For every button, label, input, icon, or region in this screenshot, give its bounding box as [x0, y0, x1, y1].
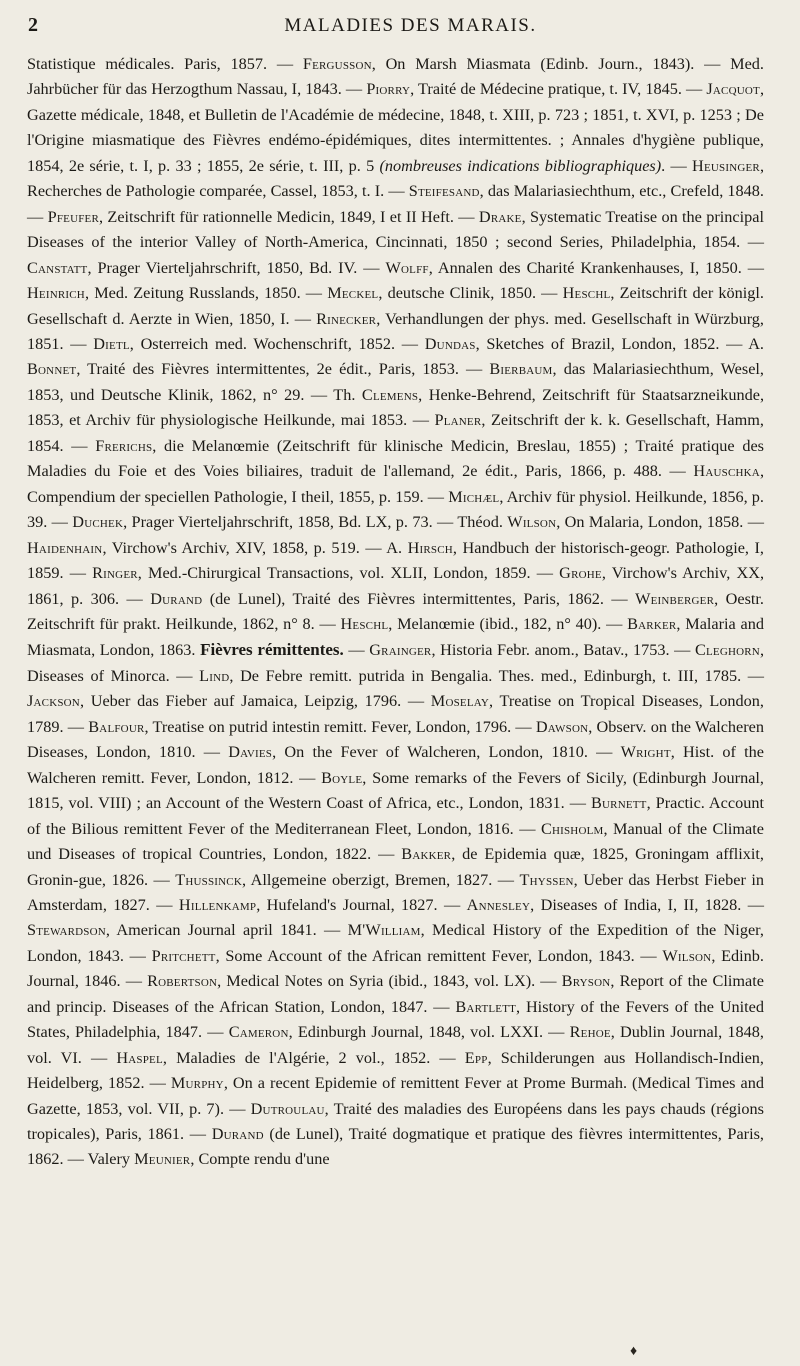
author-name: Grainger: [369, 641, 432, 660]
citation-text: , Some Account of the African remittent Fever, London, 1843. —: [215, 946, 663, 965]
author-name: Robertson: [147, 972, 218, 991]
citation-text: —: [343, 641, 370, 660]
author-name: Stewardson: [27, 921, 106, 940]
citation-text: , Handbuch der historisch-geogr. Pathologie, I, 1859. —: [27, 538, 764, 583]
author-name: Lind: [199, 666, 230, 685]
bibliography-paragraph: [27, 52, 764, 1173]
citation-text: , Traité de Médecine pratique, t. IV, 1845. —: [410, 80, 707, 99]
page-header: [27, 14, 764, 40]
citation-text: , de Epidemia quæ, 1825, Groningam afflixit, Gronin-gue, 1826. —: [27, 845, 764, 889]
author-name: Thussinck: [175, 870, 242, 889]
citation-text: , Melanœmie (ibid., 182, n° 40). —: [388, 614, 628, 633]
italic-note: (nombreuses indications bibliographiques): [379, 156, 662, 175]
author-name: M'William: [347, 921, 421, 940]
citation-text: (de Lunel), Traité des Fièvres intermittentes, Paris, 1862. —: [202, 589, 636, 608]
author-name: Rinecker: [316, 309, 377, 328]
citation-text: , Observ. on the Walcheren Diseases, London, 1810. —: [27, 717, 765, 762]
citation-text: , Archiv für physiol. Heilkunde, 1856, p. 39. —: [27, 487, 764, 532]
author-name: Epp: [464, 1048, 488, 1067]
citation-text: , On the Fever of Walcheren, London, 1810. —: [272, 743, 621, 762]
author-name: Bryson: [561, 972, 611, 991]
author-name: Murphy: [170, 1074, 224, 1093]
author-name: Clemens: [361, 385, 419, 404]
citation-text: , das Malariasiechthum, etc., Crefeld, 1848. —: [27, 182, 764, 226]
author-name: Heinrich: [27, 284, 85, 303]
author-name: Wright: [620, 743, 671, 762]
author-name: Meunier: [134, 1150, 191, 1169]
author-name: Boyle: [321, 768, 363, 787]
citation-text: , Compte rendu d'une: [190, 1150, 330, 1169]
author-name: Haidenhain: [27, 538, 103, 557]
citation-text: (de Lunel), Traité dogmatique et pratique des fièvres intermittentes, Paris, 1862. — Valery: [27, 1125, 764, 1169]
author-name: Bierbaum: [489, 360, 553, 379]
citation-text: , Schilderungen aus Hollandisch-Indien, Heidelberg, 1852. —: [27, 1048, 764, 1093]
citation-text: , Gazette médicale, 1848, et Bulletin de l'Académie de médecine, 1848, t. XIII, p. 723 ; 1851, t. XVI, p. 1253 ; De l'Origine miasmatique des Fièvres endémo-épidémiques, dites intermittentes. ; Annales d'hygiène publique, 1854, 2e série, t. I, p. 33 ; 1855, 2e série, t. III, p. 5: [27, 80, 765, 175]
author-name: Heusinger: [692, 156, 760, 175]
page-number: 2: [28, 14, 38, 36]
citation-text: , Prager Vierteljahrschrift, 1850, Bd. IV. —: [87, 258, 386, 277]
author-name: Steifesand: [408, 182, 480, 201]
citation-text: , Historia Febr. anom., Batav., 1753. —: [431, 641, 695, 660]
author-name: Bonnet: [27, 360, 77, 379]
author-name: Duchek: [72, 513, 124, 532]
citation-text: , Practic. Account of the Bilious remittent Fever of the Mediterranean Fleet, London, 1816. —: [27, 794, 764, 838]
author-name: Meckel: [327, 284, 379, 303]
citation-text: , Manual of the Climate und Diseases of tropical Countries, London, 1822. —: [27, 819, 764, 864]
author-name: Moselay: [430, 692, 490, 711]
author-name: Thyssen: [519, 870, 574, 889]
citation-text: , History of the Fevers of the United States, Philadelphia, 1847. —: [27, 997, 765, 1042]
author-name: Hillenkamp: [178, 895, 257, 914]
citation-text: , American Journal april 1841. —: [105, 921, 348, 940]
author-name: Canstatt: [27, 258, 88, 277]
citation-text: , Med. Zeitung Russlands, 1850. —: [84, 284, 328, 303]
author-name: Bartlett: [455, 997, 517, 1016]
author-name: Dutroulau: [250, 1099, 325, 1118]
citation-text: , Oestr. Zeitschrift für prakt. Heilkunde, 1862, n° 8. —: [27, 589, 764, 633]
citation-text: , On Malaria, London, 1858. —: [556, 513, 764, 532]
citation-text: , On Marsh Miasmata (Edinb. Journ., 1843). — Med. Jahrbücher für das Herzogthum Nassau, I, 1843. —: [27, 55, 764, 99]
citation-text: , Traité des maladies des Européens dans les pays chauds (régions tropicales), Paris, 1861. —: [27, 1099, 764, 1144]
citation-text: Statistique médicales. Paris, 1857. —: [27, 55, 303, 73]
citation-text: , Medical History of the Expedition of the Niger, London, 1843. —: [27, 921, 764, 965]
author-name: Michæl: [448, 487, 500, 506]
citation-text: , Treatise on Tropical Diseases, London, 1789. —: [27, 692, 764, 736]
citation-text: , Hufeland's Journal, 1827. —: [256, 895, 467, 914]
citation-text: , Ueber das Fieber auf Jamaica, Leipzig, 1796. —: [79, 692, 431, 711]
citation-text: , Malaria and Miasmata, London, 1863.: [27, 614, 764, 660]
citation-text: , Zeitschrift der königl. Gesellschaft d. Aerzte in Wien, 1850, I. —: [27, 284, 764, 328]
citation-text: , Med.-Chirurgical Transactions, vol. XLII, London, 1859. —: [137, 564, 560, 583]
author-name: Cameron: [228, 1023, 289, 1042]
author-name: Frerichs: [95, 436, 153, 455]
citation-text: , Diseases of India, I, II, 1828. —: [530, 895, 764, 914]
author-name: Hauschka: [693, 462, 760, 481]
author-name: Haspel: [116, 1048, 163, 1067]
author-name: Annesley: [466, 895, 531, 914]
author-name: Durand: [211, 1125, 264, 1144]
citation-text: , Henke-Behrend, Zeitschrift für Staatsarzneikunde, 1853, et Archiv für physiologische Heilkunde, mai 1853. —: [27, 385, 765, 430]
author-name: Piorry: [366, 80, 411, 99]
author-name: Bakker: [401, 845, 452, 864]
running-title: MALADIES DES MARAIS.: [284, 15, 537, 36]
citation-text: , De Febre remitt. putrida in Bengalia. Thes. med., Edinburgh, t. III, 1785. —: [229, 666, 764, 685]
author-name: Wilson: [662, 946, 712, 965]
citation-text: , Annalen des Charité Krankenhauses, I, 1850. —: [428, 258, 764, 277]
author-name: Barker: [627, 614, 677, 633]
citation-text: , Systematic Treatise on the principal Diseases of the interior Valley of North-America, Cincinnati, 1850 ; second Series, Philadelphia, 1854. —: [27, 207, 764, 252]
author-name: Cleghorn: [694, 641, 760, 660]
citation-text: , Ueber das Herbst Fieber in Amsterdam, 1827. —: [27, 870, 764, 914]
citation-text: , Treatise on putrid intestin remitt. Fever, London, 1796. —: [144, 717, 536, 736]
citation-text: , Maladies de l'Algérie, 2 vol., 1852. —: [162, 1048, 465, 1067]
citation-text: , die Melanœmie (Zeitschrift für klinische Medicin, Breslau, 1855) ; Traité pratique des Maladies du Foie et des Voies biliaires, traduit de l'allemand, 2e édit., Paris, 1866, p. 488. —: [27, 436, 764, 481]
author-name: Dawson: [535, 717, 589, 736]
author-name: Ringer: [92, 564, 138, 583]
citation-text: , Recherches de Pathologie comparée, Cassel, 1853, t. I. —: [27, 156, 765, 201]
author-name: Chisholm: [540, 819, 604, 838]
citation-text: , Virchow's Archiv, XX, 1861, p. 306. —: [27, 564, 765, 608]
author-name: Balfour: [88, 717, 145, 736]
citation-text: , On a recent Epidemie of remittent Fever at Prome Burmah. (Medical Times and Gazette, 1853, vol. VII, p. 7). —: [27, 1074, 764, 1118]
author-name: Davies: [228, 743, 273, 762]
citation-text: , Osterreich med. Wochenschrift, 1852. —: [129, 334, 425, 353]
citation-text: , Zeitschrift für rationnelle Medicin, 1849, I et II Heft. —: [99, 207, 479, 226]
author-name: Heschl: [562, 284, 611, 303]
citation-text: , das Malariasiechthum, Wesel, 1853, und Deutsche Klinik, 1862, n° 29. — Th.: [27, 360, 764, 404]
author-name: Rehoe: [569, 1023, 611, 1042]
author-name: Pfeufer: [47, 207, 99, 226]
citation-text: , Some remarks of the Fevers of Sicily, (Edinburgh Journal, 1815, vol. VIII) ; an Account of the Western Coast of Africa, etc., London, 1831. —: [27, 768, 764, 813]
citation-text: , Virchow's Archiv, XIV, 1858, p. 519. — A.: [102, 538, 408, 557]
author-name: Drake: [478, 207, 522, 226]
author-name: Fergusson: [302, 55, 372, 73]
author-name: Burnett: [590, 794, 647, 813]
citation-text: , Dublin Journal, 1848, vol. VI. —: [27, 1023, 764, 1067]
author-name: Grohe: [559, 564, 602, 583]
citation-text: , Prager Vierteljahrschrift, 1858, Bd. LX, p. 73. — Théod.: [123, 513, 508, 532]
citation-text: , Report of the Climate and princip. Diseases of the African Station, London, 1847. —: [27, 972, 764, 1016]
author-name: Planer: [434, 411, 482, 430]
author-name: Jackson: [27, 692, 80, 711]
citation-text: , Hist. of the Walcheren remitt. Fever, London, 1812. —: [27, 743, 764, 787]
author-name: Dietl: [93, 334, 130, 353]
author-name: Wolff: [385, 258, 429, 277]
author-name: Dundas: [424, 334, 476, 353]
citation-text: , Allgemeine oberzigt, Bremen, 1827. —: [242, 870, 520, 889]
section-heading: Fièvres rémittentes.: [200, 640, 344, 660]
citation-text: , Diseases of Minorca. —: [27, 641, 765, 685]
author-name: Hirsch: [407, 538, 453, 557]
citation-text: , Verhandlungen der phys. med. Gesellschaft in Würzburg, 1851. —: [27, 309, 764, 353]
author-name: Wilson: [507, 513, 557, 532]
citation-text: , Edinburgh Journal, 1848, vol. LXXI. —: [288, 1023, 570, 1042]
author-name: Durand: [150, 589, 203, 608]
author-name: Weinberger: [635, 589, 715, 608]
citation-text: , Compendium der speciellen Pathologie, I theil, 1855, p. 159. —: [27, 462, 764, 506]
citation-text: , Edinb. Journal, 1846. —: [27, 946, 764, 991]
author-name: Heschl: [340, 614, 389, 633]
citation-text: , Medical Notes on Syria (ibid., 1843, vol. LX). —: [217, 972, 562, 991]
author-name: Pritchett: [151, 946, 216, 965]
printer-mark-icon: ♦: [630, 1344, 638, 1359]
citation-text: , Zeitschrift der k. k. Gesellschaft, Hamm, 1854. —: [27, 411, 764, 455]
author-name: Jacquot: [706, 80, 760, 99]
citation-text: . —: [661, 156, 693, 175]
citation-text: , Sketches of Brazil, London, 1852. — A.: [475, 334, 764, 353]
citation-text: , Traité des Fièvres intermittentes, 2e édit., Paris, 1853. —: [76, 360, 490, 379]
citation-text: , deutsche Clinik, 1850. —: [378, 284, 563, 303]
